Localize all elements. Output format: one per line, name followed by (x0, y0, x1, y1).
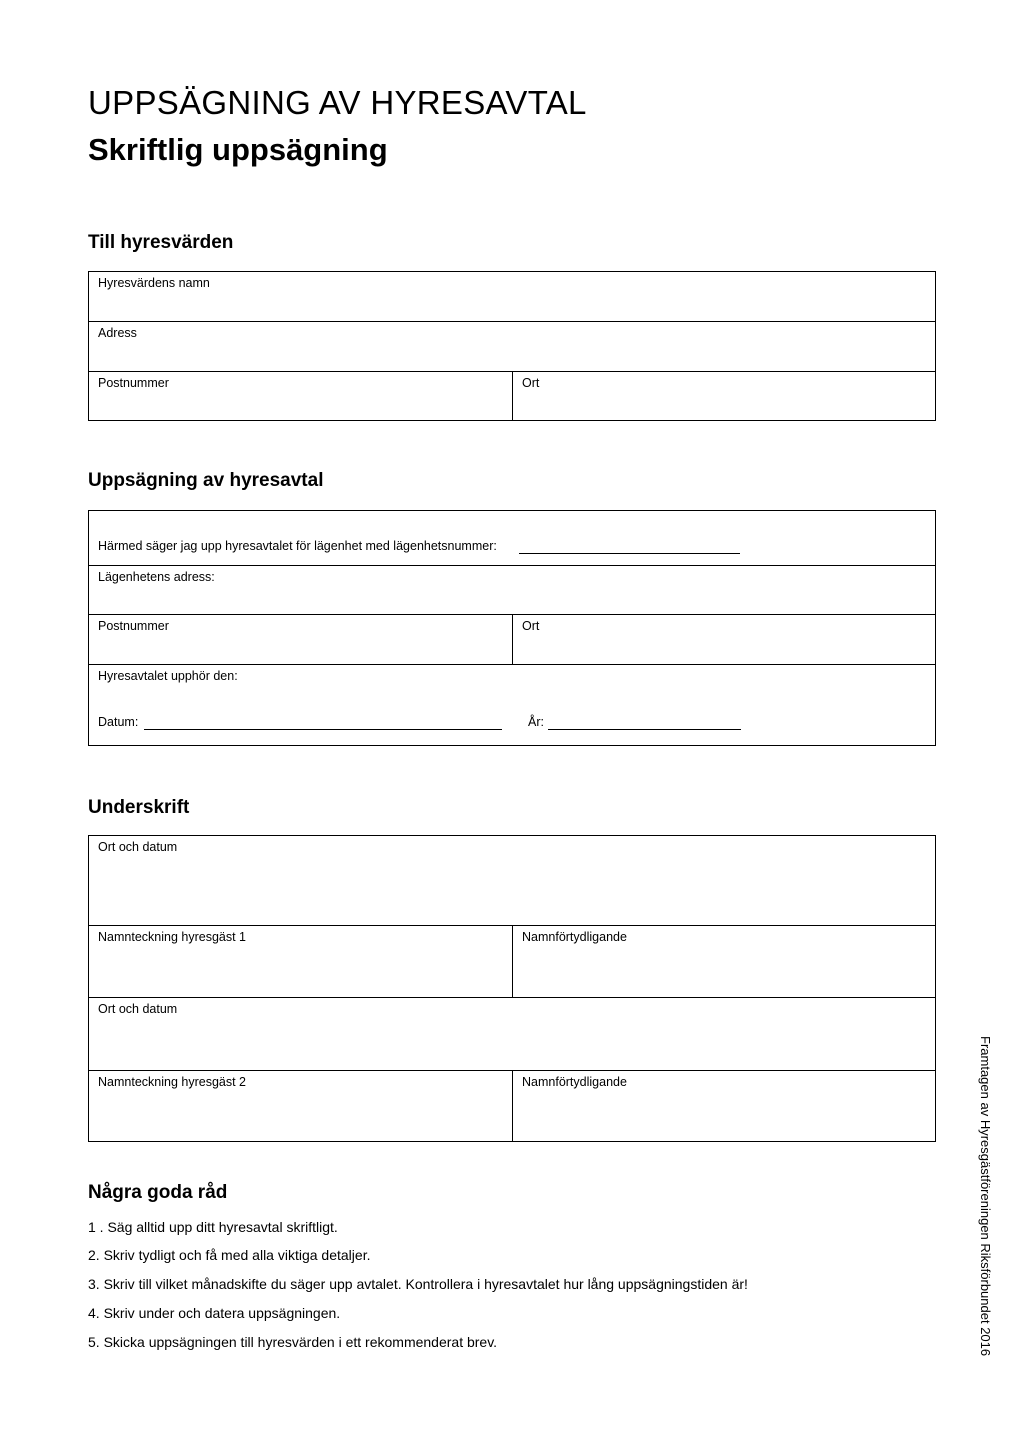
landlord-postal-row (89, 371, 935, 420)
landlord-address-label: Adress (98, 326, 137, 340)
year-label: År: (528, 715, 544, 729)
apartment-city-field[interactable] (512, 615, 935, 664)
landlord-box (88, 271, 936, 421)
signature-1-field[interactable] (89, 926, 512, 997)
landlord-postal-field[interactable] (89, 372, 512, 420)
date-line[interactable] (144, 729, 502, 730)
signature-box (88, 835, 936, 1142)
print-name-1-label: Namnförtydligande (522, 930, 627, 944)
landlord-heading: Till hyresvärden (88, 232, 234, 253)
signature-2-label: Namnteckning hyresgäst 2 (98, 1075, 246, 1089)
place-date-2-field[interactable] (89, 998, 935, 1070)
print-name-1-field[interactable] (512, 926, 935, 997)
advice-item: 4. Skriv under och datera uppsägningen. (88, 1305, 341, 1321)
footer-credit: Framtagen av Hyresgästföreningen Riksförbundet 2016 (978, 1036, 993, 1357)
apartment-number-line[interactable] (519, 553, 740, 554)
landlord-name-field[interactable] (89, 272, 935, 322)
place-date-1-field[interactable] (89, 836, 935, 925)
apartment-city-label: Ort (522, 619, 540, 633)
advice-item: 5. Skicka uppsägningen till hyresvärden i ett rekommenderat brev. (88, 1334, 498, 1350)
date-label: Datum: (98, 715, 139, 729)
apartment-address-label: Lägenhetens adress: (98, 570, 215, 584)
document-title: UPPSÄGNING AV HYRESAVTAL (88, 84, 587, 121)
apartment-postal-label: Postnummer (98, 619, 169, 633)
place-date-2-row (89, 997, 935, 1070)
landlord-address-field[interactable] (89, 322, 935, 371)
advice-item: 3. Skriv till vilket månadskifte du säger upp avtalet. Kontrollera i hyresavtalet hur lång uppsägningstiden är! (88, 1276, 748, 1292)
landlord-address-row (89, 321, 935, 371)
landlord-name-row (89, 272, 935, 322)
termination-statement-row (89, 511, 935, 565)
signature-1-label: Namnteckning hyresgäst 1 (98, 930, 246, 944)
print-name-2-label: Namnförtydligande (522, 1075, 627, 1089)
end-date-row (89, 664, 935, 745)
apartment-postal-field[interactable] (89, 615, 512, 664)
advice-item: 2. Skriv tydligt och få med alla viktiga detaljer. (88, 1247, 371, 1263)
landlord-city-label: Ort (522, 376, 540, 390)
apartment-address-field[interactable] (89, 566, 935, 615)
document-subtitle: Skriftlig uppsägning (88, 132, 388, 167)
place-date-1-row (89, 836, 935, 925)
termination-statement: Härmed säger jag upp hyresavtalet för lägenhet med lägenhetsnummer: (98, 539, 497, 553)
signature-2-row (89, 1070, 935, 1141)
end-date-label: Hyresavtalet upphör den: (98, 669, 238, 683)
year-line[interactable] (548, 729, 741, 730)
signature-1-row (89, 925, 935, 997)
advice-heading: Några goda råd (88, 1182, 228, 1203)
termination-heading: Uppsägning av hyresavtal (88, 470, 324, 491)
signature-heading: Underskrift (88, 797, 190, 818)
apartment-address-row (89, 565, 935, 615)
place-date-1-label: Ort och datum (98, 840, 178, 854)
advice-item: 1 . Säg alltid upp ditt hyresavtal skriftligt. (88, 1219, 338, 1235)
print-name-2-field[interactable] (512, 1071, 935, 1141)
landlord-name-label: Hyresvärdens namn (98, 276, 210, 290)
landlord-city-field[interactable] (512, 372, 935, 420)
apartment-postal-row (89, 614, 935, 664)
landlord-postal-label: Postnummer (98, 376, 169, 390)
signature-2-field[interactable] (89, 1071, 512, 1141)
termination-box (88, 510, 936, 746)
place-date-2-label: Ort och datum (98, 1002, 178, 1016)
